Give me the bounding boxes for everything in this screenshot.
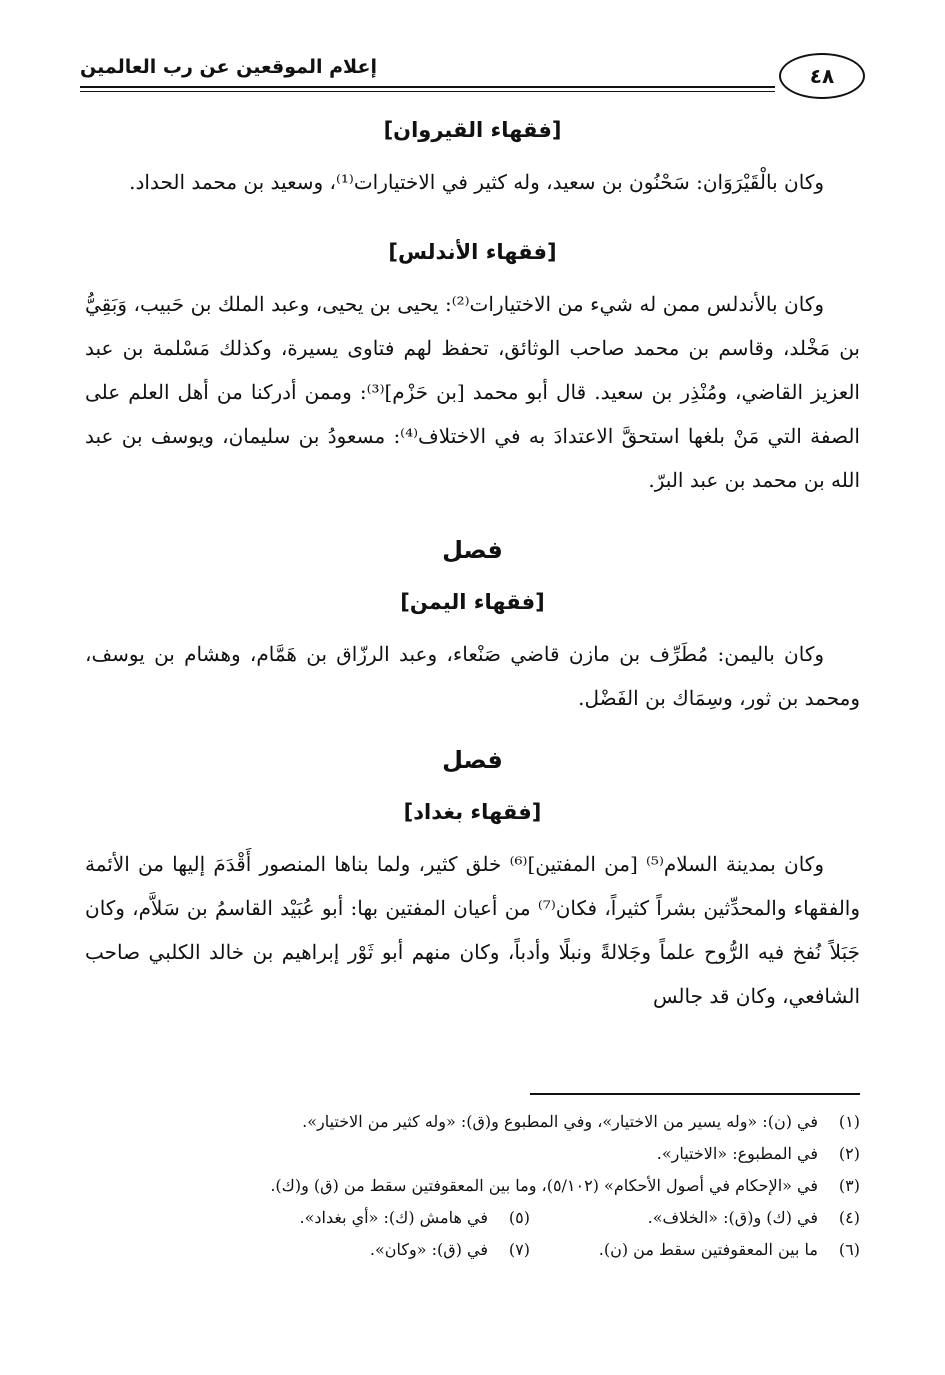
footnote-separator [530,1093,860,1095]
footnote-text: في المطبوع: «الاختيار». [656,1144,818,1163]
footnote-row [85,1106,860,1138]
footnote-text: في «الإحكام في أصول الأحكام» (٥/١٠٢)، وما بين المعقوفتين سقط من (ق) و(ك). [270,1176,818,1195]
section-heading-baghdad: [فقهاء بغداد] [403,800,542,824]
footnote-text: ما بين المعقوفتين سقط من (ن). [598,1240,818,1259]
paragraph-kairouan: وكان بالْقَيْرَوَان: سَحْنُون بن سعيد، وله كثير في الاختيارات⁽¹⁾، وسعيد بن محمد الحداد. [129,170,824,194]
footnote-6 [530,1234,860,1266]
footnote-text: في (ق): «وكان». [369,1240,488,1259]
footnote-row [85,1138,860,1170]
footnote-row [85,1234,860,1266]
footnote-7 [370,1234,530,1266]
section-heading-andalus: [فقهاء الأندلس] [388,240,557,264]
footnote-number: (١) [838,1112,860,1131]
paragraph-yemen: وكان باليمن: مُطَرِّف بن مازن قاضي صَنْعاء، وعبد الرزّاق بن هَمَّام، وهشام بن يوسف، ومحمد بن ثور، وسِمَاك بن الفَضْل. [85,642,860,710]
footnote-2 [657,1138,860,1170]
footnote-text: في (ك) و(ق): «الخلاف». [647,1208,818,1227]
footnote-number: (٥) [508,1208,530,1227]
footnote-row [85,1170,860,1202]
footnote-1 [302,1106,860,1138]
footnote-4 [530,1202,860,1234]
running-header [80,48,865,100]
footnote-3 [270,1170,860,1202]
footnote-number: (٦) [838,1240,860,1259]
footnote-row [85,1202,860,1234]
page-number: ٤٨ [779,53,865,99]
footnote-text: في (ن): «وله يسير من الاختيار»، وفي المطبوع و(ق): «وله كثير من الاختيار». [302,1112,818,1131]
footnote-number: (٣) [838,1176,860,1195]
chapter-marker-fasl-2: فصل [442,746,503,774]
section-heading-yemen: [فقهاء اليمن] [400,590,545,614]
paragraph-baghdad: وكان بمدينة السلام⁽⁵⁾ [من المفتين]⁽⁶⁾ خلق كثير، ولما بناها المنصور أَقْدَمَ إليها من الأئمة والفقهاء والمحدِّثين بشراً كثيراً، فكان⁽⁷⁾ من أعيان المفتين بها: أبو عُبَيْد القاسمُ بن سَلاَّم، وكان جَبَلاً نُفخ فيه الرُّوح علماً وجَلالةً ونبلًا وأدباً، وكان منهم أبو ثَوْر إبراهيم بن خالد الكلبي صاحب الشافعي، وكان قد جالس [85,852,861,1008]
footnote-text: في هامش (ك): «أي بغداد». [299,1208,488,1227]
section-heading-kairouan: [فقهاء القيروان] [383,118,562,142]
header-title: إعلام الموقعين عن رب العالمين [80,56,377,78]
paragraph-andalus: وكان بالأندلس ممن له شيء من الاختيارات⁽²⁾: يحيى بن يحيى، وعبد الملك بن حَبيب، وَبَقِيُّ بن مَخْلد، وقاسم بن محمد صاحب الوثائق، تحفظ لهم فتاوى يسيرة، وكذلك مَسْلمة بن عبد العزيز القاضي، ومُنْذِر بن سعيد. قال أبو محمد [بن حَزْم]⁽³⁾: وممن أدركنا من أهل العلم على الصفة التي مَنْ بلغها استحقَّ الاعتدادَ به في الاختلاف⁽⁴⁾: مسعودُ بن سليمان، ويوسف بن عبد الله بن محمد بن عبد البرّ. [85,292,860,492]
header-rule-thin [80,91,775,92]
footnote-number: (٤) [838,1208,860,1227]
footnote-number: (٧) [508,1240,530,1259]
header-rule [80,86,775,88]
footnote-number: (٢) [838,1144,860,1163]
main-text [85,108,860,1018]
chapter-marker-fasl-1: فصل [442,536,503,564]
footnote-5 [300,1202,530,1234]
footnotes [85,1106,860,1266]
